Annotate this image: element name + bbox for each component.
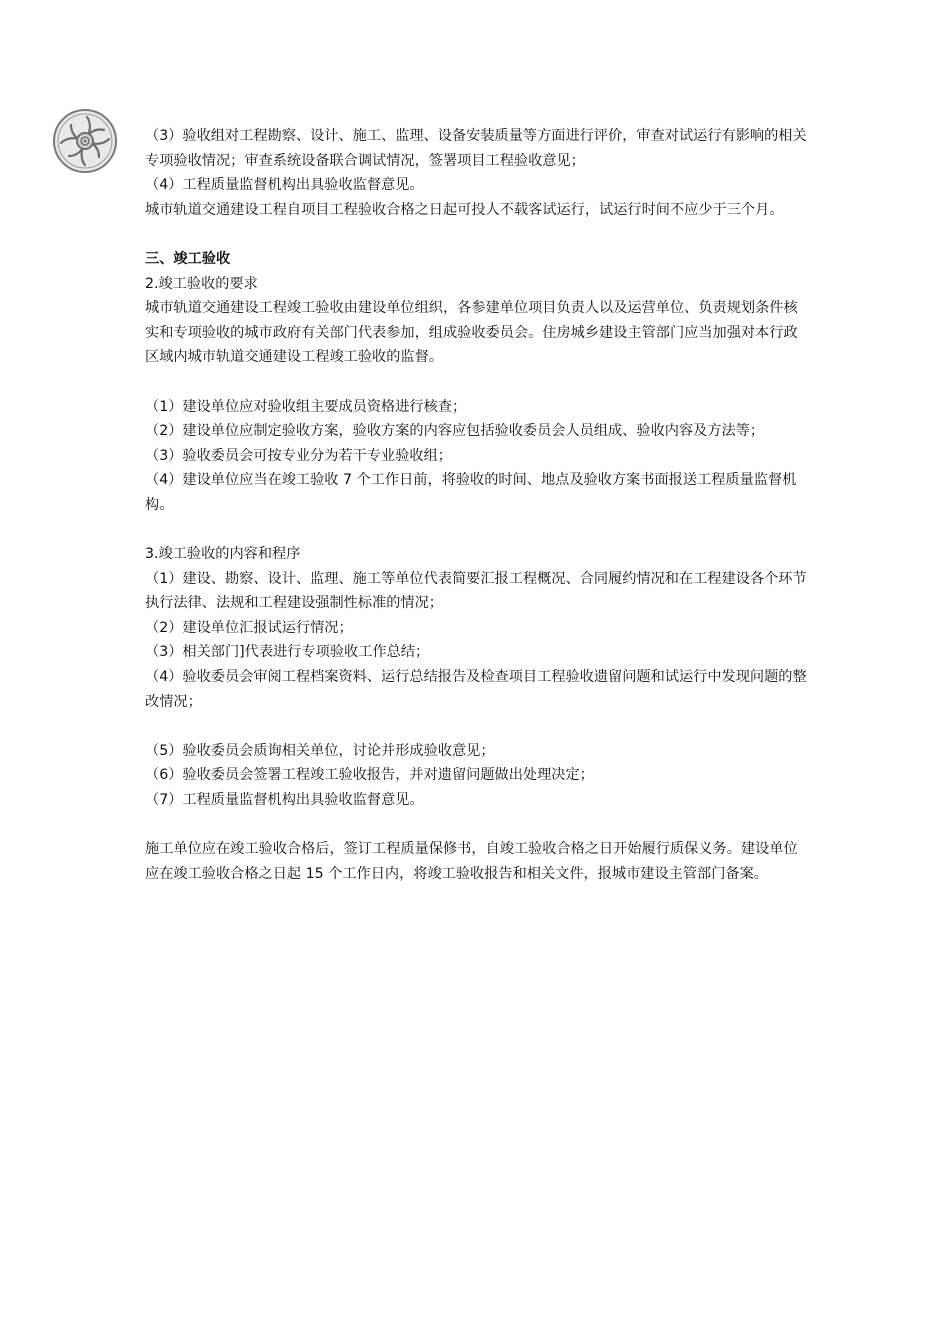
procedure-item: （3）相关部门]代表进行专项验收工作总结； — [145, 644, 430, 661]
spacer — [145, 518, 810, 543]
requirement-item: （1）建设单位应对验收组主要成员资格进行核查； — [145, 398, 467, 415]
subheading-requirements: 2.竣工验收的要求 — [145, 275, 258, 292]
procedure-item: （2）建设单位汇报试运行情况； — [145, 619, 353, 636]
requirement-item: （2）建设单位应制定验收方案，验收方案的内容应包括验收委员会人员组成、验收内容及方法等； — [145, 423, 765, 440]
spacer — [145, 222, 810, 247]
procedure-item: （6）验收委员会签署工程竣工验收报告，并对遗留问题做出处理决定； — [145, 767, 594, 784]
section-heading: 三、竣工验收 — [145, 250, 231, 267]
spacer — [145, 813, 810, 838]
procedure-item: （1）建设、勘察、设计、监理、施工等单位代表简要汇报工程概况、合同履约情况和在工程建设各个环节执行法律、法规和工程建设强制性标准的情况； — [145, 570, 807, 612]
procedure-item: （4）验收委员会审阅工程档案资料、运行总结报告及检查项目工程验收遗留问题和试运行中发现问题的整改情况； — [145, 669, 807, 710]
procedure-item: （7）工程质量监督机构出具验收监督意见。 — [145, 792, 424, 809]
requirement-item: （3）验收委员会可按专业分为若干专业验收组； — [145, 447, 452, 464]
closing-paragraph: 施工单位应在竣工验收合格后，签订工程质量保修书，自竣工验收合格之日开始履行质保义务。建设单位应在竣工验收合格之日起 15 个工作日内，将竣工验收报告和相关文件，报城市建设主管部门备案。 — [145, 841, 798, 882]
spacer — [145, 714, 810, 739]
subheading-procedure: 3.竣工验收的内容和程序 — [145, 546, 301, 563]
requirement-item: （4）建设单位应当在竣工验收 7 个工作日前，将验收的时间、地点及验收方案书面报送工程质量监督机构。 — [145, 472, 797, 513]
document-body — [145, 124, 810, 886]
intro-paragraph: 城市轨道交通建设工程竣工验收由建设单位组织，各参建单位项目负责人以及运营单位、负责规划条件核实和专项验收的城市政府有关部门代表参加，组成验收委员会。住房城乡建设主管部门应当加强对本行政区域内城市轨道交通建设工程竣工验收的监督。 — [145, 300, 798, 366]
acceptance-item-4: （4）工程质量监督机构出具验收监督意见。 — [145, 177, 424, 194]
procedure-item: （5）验收委员会质询相关单位，讨论并形成验收意见； — [145, 742, 495, 759]
spacer — [145, 370, 810, 395]
trial-run-paragraph: 城市轨道交通建设工程自项目工程验收合格之日起可投人不载客试运行，试运行时间不应少于三个月。 — [145, 201, 784, 218]
acceptance-item-3: （3）验收组对工程勘察、设计、施工、监理、设备安装质量等方面进行评价，审查对试运行有影响的相关专项验收情况；审查系统设备联合调试情况，签署项目工程验收意见； — [145, 128, 807, 169]
seal-logo-icon — [52, 108, 118, 174]
